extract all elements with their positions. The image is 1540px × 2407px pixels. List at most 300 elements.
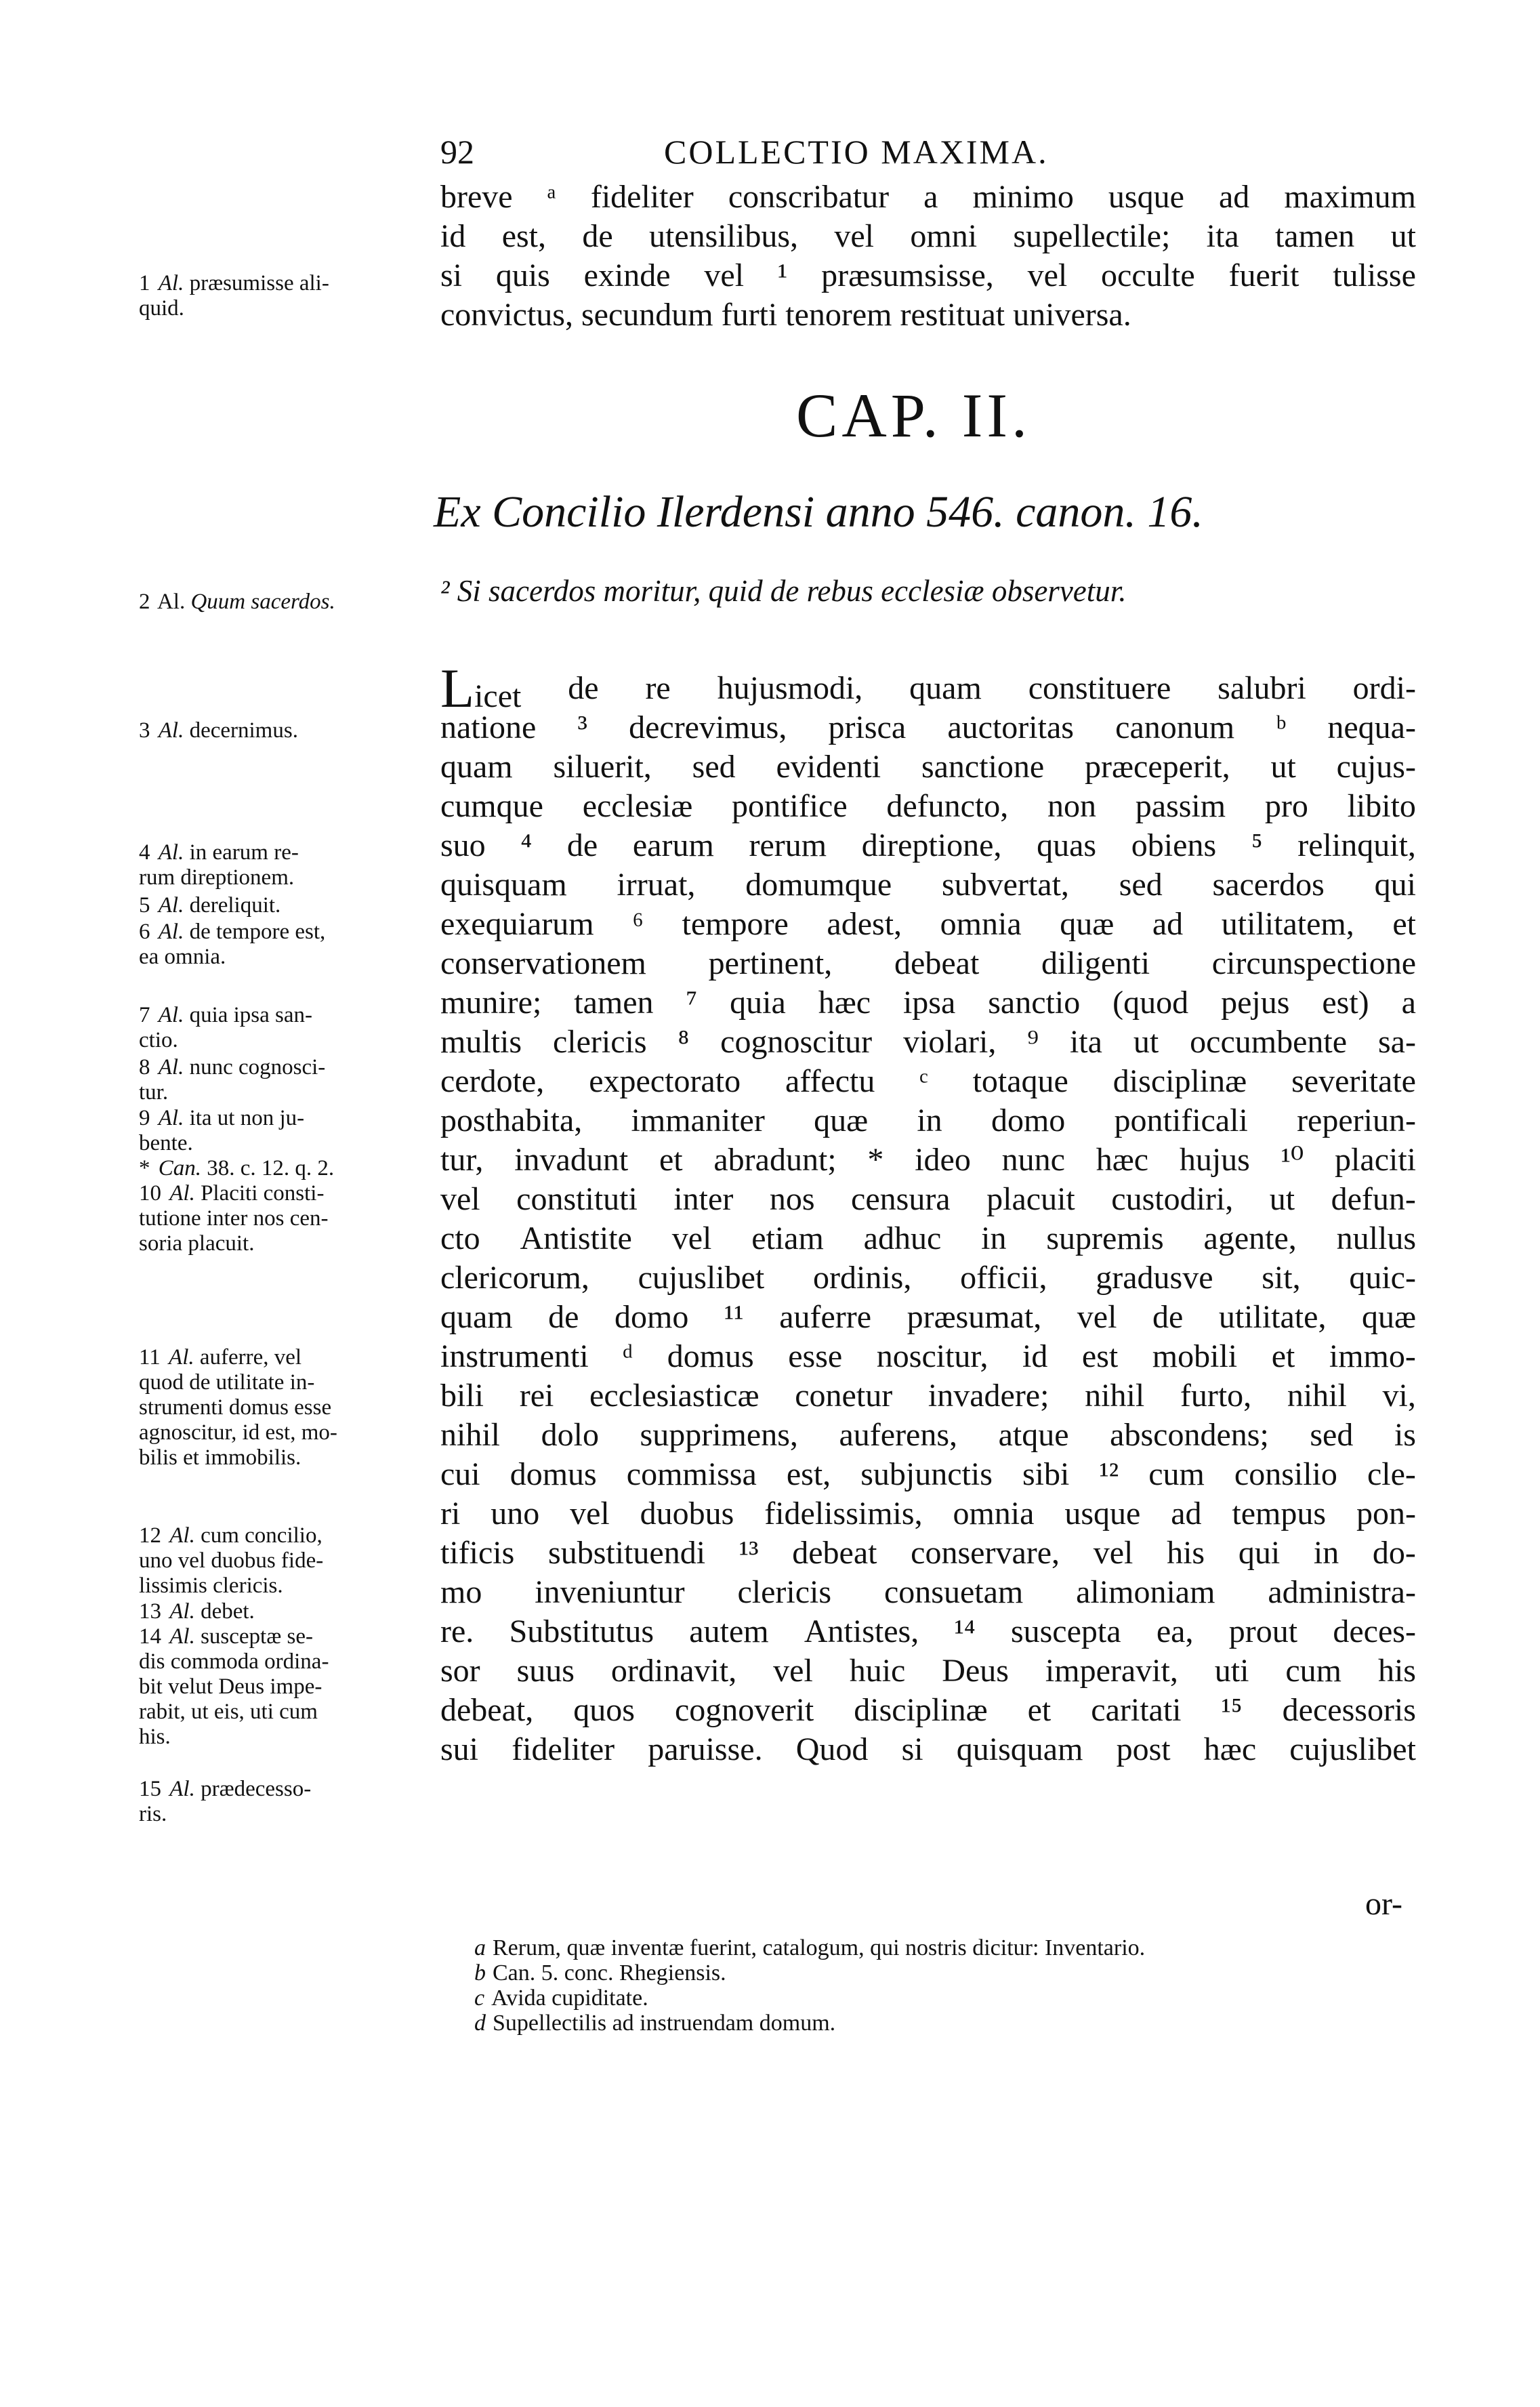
text-line <box>440 178 1416 217</box>
word: ordinavit, <box>610 1653 737 1689</box>
running-title: COLLECTIO MAXIMA. <box>664 133 1049 171</box>
word: suus <box>516 1653 575 1689</box>
note-text: debet. <box>201 1599 255 1624</box>
word: domumque <box>745 867 892 903</box>
word: conetur <box>795 1378 893 1414</box>
word: ¹¹ <box>724 1299 744 1335</box>
word: pertinent, <box>708 945 833 981</box>
footnote-text: Can. 5. conc. Rhegiensis. <box>493 1960 726 1986</box>
word: tamen <box>1274 218 1355 254</box>
word: hæc <box>1203 1731 1257 1767</box>
margin-note <box>139 1003 312 1053</box>
footnote-text: Rerum, quæ inventæ fuerint, catalogum, qui nostris dicitur: Inventario. <box>493 1935 1146 1960</box>
word: ᵃ <box>547 179 556 215</box>
word: is <box>1394 1417 1416 1453</box>
word: suo <box>440 827 486 863</box>
note-text: præsumisse ali- <box>189 271 329 295</box>
word: censura <box>851 1181 951 1217</box>
word: ¹³ <box>738 1535 759 1571</box>
word: immaniter <box>631 1103 765 1138</box>
word: administra- <box>1268 1574 1416 1610</box>
word: quas <box>1037 827 1097 863</box>
word: tur, <box>440 1142 484 1178</box>
text-line <box>440 905 1416 944</box>
note-abbr: Al. <box>158 893 184 918</box>
word: conservationem <box>440 945 646 981</box>
word: auctoritas <box>947 709 1074 745</box>
word: inveniuntur <box>535 1574 685 1610</box>
word: huic <box>849 1653 906 1689</box>
word: nullus <box>1336 1220 1416 1256</box>
word: quos <box>573 1692 635 1728</box>
word: prisca <box>828 709 907 745</box>
word: libito <box>1347 788 1416 824</box>
note-number: 2 <box>139 590 150 614</box>
word: (quod <box>1112 985 1189 1021</box>
footnote <box>474 1986 1145 2011</box>
word: est) <box>1322 985 1369 1021</box>
word: vel <box>834 218 875 254</box>
note-number: 3 <box>139 718 150 743</box>
word: rei <box>519 1378 554 1414</box>
note-text: quid. <box>139 296 184 321</box>
word: Antistite <box>520 1220 632 1256</box>
word: uti <box>1214 1653 1249 1689</box>
word: domo <box>991 1103 1066 1138</box>
word: vi, <box>1382 1378 1416 1414</box>
word: ita <box>1069 1024 1102 1060</box>
word: disciplinæ <box>1112 1063 1247 1099</box>
word: quam <box>440 749 513 785</box>
word: auferre <box>779 1299 872 1335</box>
word: gradusve <box>1096 1260 1213 1296</box>
word: placuit <box>986 1181 1075 1217</box>
footnote-mark: c <box>474 1986 485 2011</box>
word: supremis <box>1046 1220 1164 1256</box>
word: hujus <box>1179 1142 1250 1178</box>
text-line <box>440 1023 1416 1062</box>
word: occumbente <box>1190 1024 1348 1060</box>
word: Antistes, <box>804 1613 919 1649</box>
word: cui <box>440 1456 480 1492</box>
note-text: cum concilio, <box>201 1523 322 1548</box>
text-line <box>440 1140 1416 1180</box>
word: cujuslibet <box>638 1260 765 1296</box>
text-line <box>440 787 1416 826</box>
word: nunc <box>1001 1142 1065 1178</box>
word: exinde <box>583 258 671 293</box>
word: post <box>1116 1731 1171 1767</box>
text-line <box>440 1651 1416 1691</box>
word: vel <box>1077 1299 1117 1335</box>
word: commissa <box>626 1456 757 1492</box>
note-text: quod de utilitate in- <box>139 1370 315 1395</box>
word: ⁵ <box>1251 827 1263 863</box>
word: cognoscitur <box>720 1024 873 1060</box>
word: conservare, <box>911 1535 1060 1571</box>
note-number: 15 <box>139 1777 161 1801</box>
word: et <box>1271 1338 1295 1374</box>
word: hæc <box>1096 1142 1149 1178</box>
word: ut <box>1269 1181 1295 1217</box>
word: circunspectione <box>1211 945 1416 981</box>
text-line <box>440 747 1416 787</box>
margin-note <box>139 1345 337 1470</box>
word: etiam <box>751 1220 824 1256</box>
word: imperavit, <box>1045 1653 1178 1689</box>
word: ea, <box>1156 1613 1194 1649</box>
word: ⁹ <box>1027 1024 1039 1060</box>
word: si <box>901 1731 923 1767</box>
word: occulte <box>1101 258 1195 293</box>
word: agente, <box>1203 1220 1297 1256</box>
word: in <box>1313 1535 1339 1571</box>
note-text: his. <box>139 1725 171 1749</box>
word: direptione, <box>861 827 1002 863</box>
word: est <box>1081 1338 1119 1374</box>
note-number: 14 <box>139 1624 161 1649</box>
word: caritati <box>1091 1692 1182 1728</box>
word: de <box>1152 1299 1184 1335</box>
margin-note <box>139 1777 311 1827</box>
word: vel <box>704 258 745 293</box>
main-paragraph <box>440 657 1416 1769</box>
word: a <box>1401 985 1416 1021</box>
word: furto, <box>1180 1378 1252 1414</box>
word: præsumat, <box>907 1299 1042 1335</box>
word: et <box>1027 1692 1052 1728</box>
word: minimo <box>972 179 1074 215</box>
word: fuerit <box>1228 258 1299 293</box>
note-text: in earum re- <box>189 840 299 865</box>
margin-note <box>139 1106 304 1156</box>
word: siluerit, <box>553 749 652 785</box>
word: quic- <box>1349 1260 1416 1296</box>
note-number: 5 <box>139 893 150 918</box>
word: tulisse <box>1333 258 1416 293</box>
word: dolo <box>541 1417 599 1453</box>
note-text: tur. <box>139 1080 169 1105</box>
word: sibi <box>1022 1456 1070 1492</box>
word: ᶜ <box>919 1063 928 1099</box>
word: consilio <box>1234 1456 1337 1492</box>
text-line <box>440 1691 1416 1730</box>
word: debeat, <box>440 1692 534 1728</box>
word: debeat <box>894 945 980 981</box>
word: ut <box>1390 218 1416 254</box>
footnote-mark: b <box>474 1960 486 1986</box>
word: passim <box>1135 788 1226 824</box>
word: ipsa <box>902 985 956 1021</box>
word: mo <box>440 1574 482 1610</box>
word: sa- <box>1378 1024 1416 1060</box>
chapter-source: Ex Concilio Ilerdensi anno 546. canon. 16. <box>434 487 1203 537</box>
word: * <box>867 1142 884 1178</box>
word: fideliter <box>512 1731 615 1767</box>
word: sed <box>1119 867 1163 903</box>
word: ³ <box>577 709 587 745</box>
word: sanctione <box>921 749 1045 785</box>
margin-note <box>139 1055 325 1105</box>
word: placiti <box>1335 1142 1416 1178</box>
word: usque <box>1064 1496 1141 1531</box>
word: ¹ <box>777 258 788 293</box>
note-text: soria placuit. <box>139 1231 255 1256</box>
word: Licet <box>440 657 522 719</box>
word: nihil <box>440 1417 501 1453</box>
word: utensilibus, <box>649 218 799 254</box>
text-line <box>440 1455 1416 1494</box>
note-abbr: Al. <box>158 1003 184 1027</box>
word: utilitate, <box>1218 1299 1327 1335</box>
note-text: dereliquit. <box>189 893 281 918</box>
word: tificis <box>440 1535 515 1571</box>
word: pro <box>1264 788 1308 824</box>
footnote <box>474 1935 1145 1960</box>
word: canonum <box>1115 709 1235 745</box>
word: sacerdos <box>1212 867 1325 903</box>
note-text: bit velut Deus impe- <box>139 1674 322 1699</box>
text-line <box>440 865 1416 905</box>
word: officii, <box>960 1260 1047 1296</box>
word: in <box>981 1220 1007 1256</box>
text-line <box>440 295 1416 335</box>
note-text: ris. <box>139 1802 167 1826</box>
word: decessoris <box>1282 1692 1416 1728</box>
word: autem <box>689 1613 769 1649</box>
word: ¹² <box>1099 1456 1119 1492</box>
word: domus <box>509 1456 597 1492</box>
note-number: 13 <box>139 1599 161 1624</box>
word: maximum <box>1284 179 1416 215</box>
word: ecclesiasticæ <box>589 1378 759 1414</box>
word: quis <box>495 258 550 293</box>
word: qui <box>1238 1535 1281 1571</box>
text-line <box>440 944 1416 983</box>
word: cum <box>1148 1456 1205 1492</box>
note-number: * <box>139 1156 150 1180</box>
word: his <box>1167 1535 1205 1571</box>
note-number: 12 <box>139 1523 161 1548</box>
note-abbr: Can. <box>158 1156 202 1180</box>
note-text: susceptæ se- <box>201 1624 313 1649</box>
word: alimoniam <box>1076 1574 1215 1610</box>
chapter-summary: ² Si sacerdos moritur, quid de rebus ecclesiæ observetur. <box>440 574 1127 608</box>
word: hujusmodi, <box>717 670 863 706</box>
note-number: 6 <box>139 920 150 944</box>
word: hæc <box>818 985 871 1021</box>
word: ⁴ <box>520 827 533 863</box>
word: omni <box>910 218 978 254</box>
word: sui <box>440 1731 479 1767</box>
note-text: ctio. <box>139 1028 178 1052</box>
word: domus <box>667 1338 754 1374</box>
word: debeat <box>792 1535 877 1571</box>
word: atque <box>998 1417 1069 1453</box>
note-text: decernimus. <box>189 718 298 743</box>
word: mobili <box>1152 1338 1238 1374</box>
word: ordinis, <box>813 1260 912 1296</box>
word: inter <box>673 1181 734 1217</box>
line-text: convictus, secundum furti tenorem restituat universa. <box>440 297 1131 333</box>
word: id <box>440 218 466 254</box>
margin-note <box>139 590 335 615</box>
note-text: de tempore est, <box>189 920 326 944</box>
word: præceperit, <box>1085 749 1230 785</box>
text-line <box>440 1258 1416 1298</box>
word: quisquam <box>956 1731 1083 1767</box>
text-line <box>440 983 1416 1023</box>
word: substituendi <box>548 1535 706 1571</box>
note-text: rabit, ut eis, uti cum <box>139 1700 318 1724</box>
word: ⁶ <box>632 906 644 942</box>
footnote-text: Avida cupiditate. <box>491 1986 648 2011</box>
word: quia <box>730 985 786 1021</box>
word: ⁸ <box>678 1024 690 1060</box>
word: auferens, <box>839 1417 958 1453</box>
word: severitate <box>1291 1063 1416 1099</box>
note-text: Placiti consti- <box>201 1181 325 1206</box>
word: quæ <box>1060 906 1115 942</box>
word: qui <box>1374 867 1416 903</box>
word: omnia <box>940 906 1022 942</box>
word: cujuslibet <box>1289 1731 1416 1767</box>
word: de <box>582 218 613 254</box>
note-text: ea omnia. <box>139 945 226 969</box>
word: constituere <box>1028 670 1171 706</box>
word: abscondens; <box>1110 1417 1269 1453</box>
word: de <box>566 827 598 863</box>
footnote <box>474 1960 1145 1986</box>
text-line <box>440 1534 1416 1573</box>
word: conscribatur <box>728 179 890 215</box>
word: custodiri, <box>1111 1181 1234 1217</box>
word: instrumenti <box>440 1338 589 1374</box>
word: in <box>917 1103 942 1138</box>
word: Deus <box>942 1653 1009 1689</box>
margin-note <box>139 920 325 970</box>
word: ¹⁵ <box>1221 1692 1243 1728</box>
word: posthabita, <box>440 1103 583 1138</box>
word: a <box>923 179 938 215</box>
word: domo <box>615 1299 689 1335</box>
word: tempore <box>682 906 789 942</box>
word: ri <box>440 1496 461 1531</box>
word: munire; <box>440 985 542 1021</box>
note-text: uno vel duobus fide- <box>139 1548 324 1573</box>
word: paruisse. <box>648 1731 763 1767</box>
word: pejus <box>1221 985 1290 1021</box>
word: re <box>645 670 671 706</box>
text-line <box>440 657 1416 719</box>
note-text: rum direptionem. <box>139 865 295 890</box>
word: ¹⁰ <box>1281 1142 1304 1178</box>
word: ad <box>1171 1496 1202 1531</box>
margin-note <box>139 1181 329 1256</box>
text-line <box>440 1101 1416 1140</box>
word: fidelissimis, <box>764 1496 923 1531</box>
margin-note <box>139 1599 255 1624</box>
word: quam <box>440 1299 513 1335</box>
word: uno <box>491 1496 540 1531</box>
chapter-heading: CAP. II. <box>796 381 1032 450</box>
footnotes <box>474 1935 1145 2036</box>
word: evidenti <box>776 749 881 785</box>
footnote <box>474 2011 1145 2036</box>
note-text: nunc cognosci- <box>189 1055 326 1079</box>
word: obiens <box>1131 827 1217 863</box>
margin-note <box>139 840 299 890</box>
word: tempus <box>1232 1496 1327 1531</box>
word: cumque <box>440 788 543 824</box>
word: violari, <box>903 1024 997 1060</box>
word: breve <box>440 179 513 215</box>
text-line <box>440 826 1416 865</box>
word: bili <box>440 1378 484 1414</box>
word: diligenti <box>1041 945 1150 981</box>
word: subjunctis <box>860 1456 993 1492</box>
note-text: dis commoda ordina- <box>139 1649 329 1674</box>
word: salubri <box>1218 670 1306 706</box>
margin-note <box>139 271 329 321</box>
word: relinquit, <box>1297 827 1416 863</box>
word: abradunt; <box>713 1142 837 1178</box>
word: est, <box>786 1456 831 1492</box>
word: supellectile; <box>1013 218 1171 254</box>
word: præsumsisse, <box>821 258 994 293</box>
word: expectorato <box>589 1063 741 1099</box>
word: earum <box>632 827 714 863</box>
note-abbr: Al. <box>169 1599 195 1624</box>
word: deces- <box>1333 1613 1416 1649</box>
note-abbr: Al. <box>169 1777 195 1801</box>
note-abbr: Al. <box>169 1624 195 1649</box>
word: reperiun- <box>1297 1103 1416 1138</box>
word: irruat, <box>617 867 696 903</box>
word: sed <box>692 749 736 785</box>
note-number: 10 <box>139 1181 161 1206</box>
margin-note <box>139 1523 323 1599</box>
word: ad <box>1218 179 1250 215</box>
text-line <box>440 1612 1416 1651</box>
word: invadunt <box>514 1142 629 1178</box>
word: omnia <box>953 1496 1035 1531</box>
word: clericis <box>737 1574 832 1610</box>
word: cum <box>1285 1653 1342 1689</box>
word: consuetam <box>883 1574 1024 1610</box>
note-abbr: Al. <box>158 718 184 743</box>
drop-cap: L <box>440 657 475 719</box>
note-text: auferre, vel <box>199 1345 302 1370</box>
word: immo- <box>1329 1338 1416 1374</box>
note-abbr: Al. <box>157 590 186 614</box>
word: vel <box>570 1496 610 1531</box>
note-number: 4 <box>139 840 150 865</box>
word: sor <box>440 1653 480 1689</box>
margin-note <box>139 1624 329 1750</box>
word: duobus <box>640 1496 734 1531</box>
margin-note <box>139 1156 334 1181</box>
text-line <box>440 1219 1416 1258</box>
word: re. <box>440 1613 474 1649</box>
text-line <box>440 1376 1416 1416</box>
note-number: 7 <box>139 1003 150 1027</box>
text-line <box>440 217 1416 256</box>
note-text: bilis et immobilis. <box>139 1445 301 1470</box>
note-text: bente. <box>139 1131 193 1155</box>
text-line <box>440 1062 1416 1101</box>
word: suscepta <box>1010 1613 1121 1649</box>
